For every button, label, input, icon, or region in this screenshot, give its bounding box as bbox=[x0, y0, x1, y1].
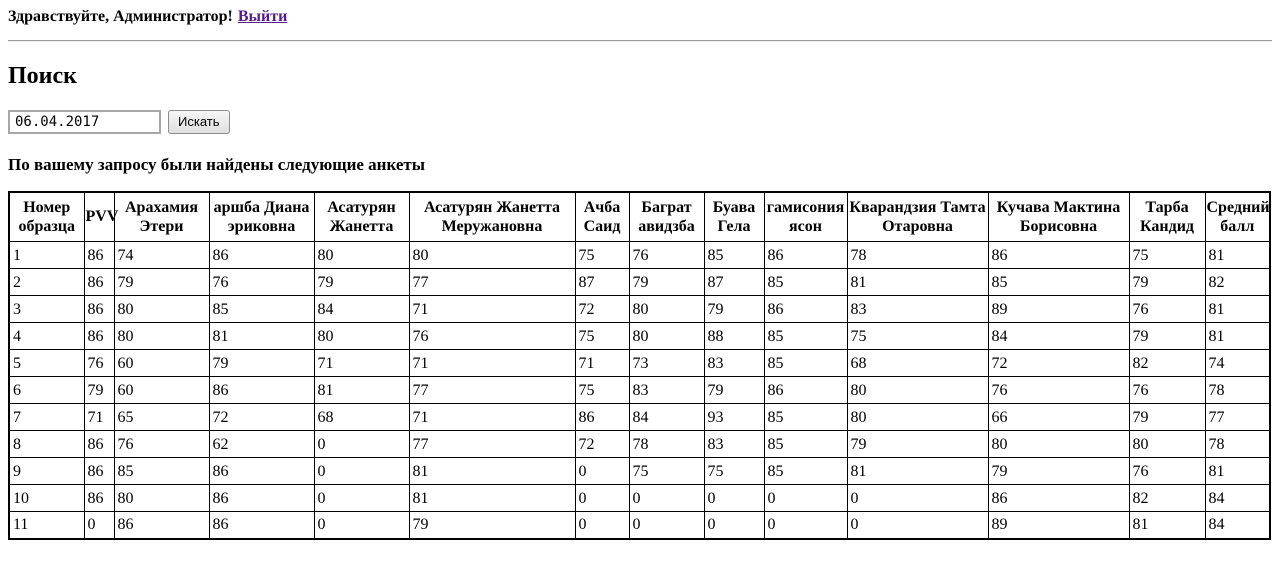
score-cell: 77 bbox=[1205, 404, 1270, 431]
score-cell: 62 bbox=[209, 431, 314, 458]
score-cell: 0 bbox=[314, 458, 409, 485]
score-cell: 80 bbox=[1129, 431, 1205, 458]
score-cell: 84 bbox=[629, 404, 704, 431]
score-cell: 85 bbox=[209, 296, 314, 323]
score-cell: 85 bbox=[764, 323, 847, 350]
score-cell: 77 bbox=[409, 431, 575, 458]
column-header: Средний балл bbox=[1205, 192, 1270, 242]
score-cell: 79 bbox=[114, 269, 209, 296]
score-cell: 80 bbox=[114, 296, 209, 323]
score-cell: 75 bbox=[847, 323, 988, 350]
score-cell: 85 bbox=[764, 431, 847, 458]
score-cell: 79 bbox=[1129, 269, 1205, 296]
table-row bbox=[9, 350, 1270, 377]
score-cell: 81 bbox=[847, 458, 988, 485]
score-cell: 80 bbox=[314, 242, 409, 269]
score-cell: 80 bbox=[409, 242, 575, 269]
score-cell: 72 bbox=[575, 431, 629, 458]
score-cell: 86 bbox=[84, 458, 114, 485]
score-cell: 76 bbox=[84, 350, 114, 377]
score-cell: 74 bbox=[114, 242, 209, 269]
score-cell: 78 bbox=[1205, 377, 1270, 404]
column-header: PVV bbox=[84, 192, 114, 242]
score-cell: 86 bbox=[84, 269, 114, 296]
score-cell: 76 bbox=[409, 323, 575, 350]
score-cell: 0 bbox=[84, 512, 114, 539]
table-row bbox=[9, 404, 1270, 431]
sample-number-cell: 9 bbox=[9, 458, 84, 485]
score-cell: 0 bbox=[575, 512, 629, 539]
score-cell: 75 bbox=[575, 242, 629, 269]
sample-number-cell: 6 bbox=[9, 377, 84, 404]
score-cell: 75 bbox=[704, 458, 764, 485]
score-cell: 84 bbox=[314, 296, 409, 323]
score-cell: 76 bbox=[114, 431, 209, 458]
score-cell: 79 bbox=[847, 431, 988, 458]
score-cell: 76 bbox=[1129, 377, 1205, 404]
column-header: аршба Диана эриковна bbox=[209, 192, 314, 242]
score-cell: 0 bbox=[764, 512, 847, 539]
greeting-bar bbox=[8, 8, 1272, 26]
column-header: Ачба Саид bbox=[575, 192, 629, 242]
score-cell: 76 bbox=[209, 269, 314, 296]
score-cell: 0 bbox=[704, 512, 764, 539]
score-cell: 75 bbox=[575, 377, 629, 404]
divider bbox=[8, 40, 1272, 42]
sample-number-cell: 11 bbox=[9, 512, 84, 539]
score-cell: 71 bbox=[314, 350, 409, 377]
score-cell: 84 bbox=[1205, 512, 1270, 539]
score-cell: 85 bbox=[114, 458, 209, 485]
score-cell: 81 bbox=[209, 323, 314, 350]
score-cell: 86 bbox=[764, 377, 847, 404]
score-cell: 72 bbox=[988, 350, 1129, 377]
score-cell: 83 bbox=[629, 377, 704, 404]
search-form bbox=[8, 110, 1272, 134]
column-header: гамисония ясон bbox=[764, 192, 847, 242]
sample-number-cell: 2 bbox=[9, 269, 84, 296]
table-row bbox=[9, 296, 1270, 323]
column-header: Баграт авидзба bbox=[629, 192, 704, 242]
score-cell: 80 bbox=[629, 323, 704, 350]
score-cell: 79 bbox=[1129, 404, 1205, 431]
score-cell: 79 bbox=[704, 296, 764, 323]
score-cell: 78 bbox=[847, 242, 988, 269]
score-cell: 78 bbox=[1205, 431, 1270, 458]
sample-number-cell: 7 bbox=[9, 404, 84, 431]
score-cell: 79 bbox=[84, 377, 114, 404]
score-cell: 78 bbox=[629, 431, 704, 458]
header-row bbox=[9, 192, 1270, 242]
sample-number-cell: 10 bbox=[9, 485, 84, 512]
score-cell: 0 bbox=[575, 458, 629, 485]
table-row bbox=[9, 323, 1270, 350]
date-input[interactable] bbox=[8, 110, 161, 134]
score-cell: 80 bbox=[988, 431, 1129, 458]
score-cell: 84 bbox=[1205, 485, 1270, 512]
page-title: Поиск bbox=[8, 63, 77, 89]
score-cell: 0 bbox=[764, 485, 847, 512]
score-cell: 79 bbox=[704, 377, 764, 404]
score-cell: 85 bbox=[704, 242, 764, 269]
logout-link[interactable]: Выйти bbox=[237, 8, 288, 25]
score-cell: 83 bbox=[704, 350, 764, 377]
score-cell: 86 bbox=[575, 404, 629, 431]
score-cell: 81 bbox=[1129, 512, 1205, 539]
score-cell: 74 bbox=[1205, 350, 1270, 377]
table-row bbox=[9, 431, 1270, 458]
score-cell: 79 bbox=[209, 350, 314, 377]
score-cell: 71 bbox=[409, 404, 575, 431]
score-cell: 81 bbox=[1205, 242, 1270, 269]
score-cell: 86 bbox=[209, 377, 314, 404]
sample-number-cell: 8 bbox=[9, 431, 84, 458]
score-cell: 86 bbox=[209, 512, 314, 539]
column-header: Буава Гела bbox=[704, 192, 764, 242]
score-cell: 86 bbox=[764, 242, 847, 269]
score-cell: 71 bbox=[409, 296, 575, 323]
score-cell: 89 bbox=[988, 296, 1129, 323]
score-cell: 60 bbox=[114, 350, 209, 377]
score-cell: 60 bbox=[114, 377, 209, 404]
score-cell: 86 bbox=[114, 512, 209, 539]
table-row bbox=[9, 377, 1270, 404]
score-cell: 73 bbox=[629, 350, 704, 377]
score-cell: 89 bbox=[988, 512, 1129, 539]
greeting-text: Здравствуйте, Администратор! bbox=[8, 8, 233, 25]
score-cell: 81 bbox=[409, 485, 575, 512]
score-cell: 86 bbox=[209, 485, 314, 512]
score-cell: 81 bbox=[314, 377, 409, 404]
score-cell: 76 bbox=[1129, 296, 1205, 323]
score-cell: 0 bbox=[847, 512, 988, 539]
sample-number-cell: 5 bbox=[9, 350, 84, 377]
score-cell: 77 bbox=[409, 377, 575, 404]
score-cell: 79 bbox=[988, 458, 1129, 485]
score-cell: 79 bbox=[314, 269, 409, 296]
score-cell: 86 bbox=[764, 296, 847, 323]
score-cell: 0 bbox=[847, 485, 988, 512]
score-cell: 86 bbox=[988, 485, 1129, 512]
score-cell: 81 bbox=[1205, 296, 1270, 323]
score-cell: 72 bbox=[209, 404, 314, 431]
score-cell: 75 bbox=[575, 323, 629, 350]
score-cell: 86 bbox=[84, 485, 114, 512]
column-header: Арахамия Этери bbox=[114, 192, 209, 242]
score-cell: 82 bbox=[1129, 485, 1205, 512]
score-cell: 0 bbox=[575, 485, 629, 512]
score-cell: 86 bbox=[84, 323, 114, 350]
score-cell: 82 bbox=[1129, 350, 1205, 377]
score-cell: 79 bbox=[1129, 323, 1205, 350]
score-cell: 80 bbox=[847, 377, 988, 404]
score-cell: 85 bbox=[988, 269, 1129, 296]
score-cell: 85 bbox=[764, 404, 847, 431]
table-row bbox=[9, 458, 1270, 485]
score-cell: 0 bbox=[629, 512, 704, 539]
score-cell: 75 bbox=[629, 458, 704, 485]
column-header: Тарба Кандид bbox=[1129, 192, 1205, 242]
column-header: Номер образца bbox=[9, 192, 84, 242]
score-cell: 84 bbox=[988, 323, 1129, 350]
score-cell: 79 bbox=[409, 512, 575, 539]
score-cell: 86 bbox=[84, 242, 114, 269]
score-cell: 76 bbox=[988, 377, 1129, 404]
score-cell: 72 bbox=[575, 296, 629, 323]
score-cell: 80 bbox=[314, 323, 409, 350]
search-button[interactable]: Искать bbox=[168, 110, 230, 134]
score-cell: 75 bbox=[1129, 242, 1205, 269]
table-row bbox=[9, 485, 1270, 512]
score-cell: 0 bbox=[704, 485, 764, 512]
score-cell: 0 bbox=[314, 485, 409, 512]
score-cell: 88 bbox=[704, 323, 764, 350]
score-cell: 0 bbox=[314, 431, 409, 458]
score-cell: 80 bbox=[629, 296, 704, 323]
score-cell: 68 bbox=[847, 350, 988, 377]
score-cell: 87 bbox=[704, 269, 764, 296]
results-message: По вашему запросу были найдены следующие анкеты bbox=[8, 154, 425, 174]
column-header: Асатурян Жанетта bbox=[314, 192, 409, 242]
score-cell: 71 bbox=[84, 404, 114, 431]
score-cell: 93 bbox=[704, 404, 764, 431]
score-cell: 85 bbox=[764, 350, 847, 377]
table-row bbox=[9, 512, 1270, 539]
results-table bbox=[8, 191, 1271, 540]
score-cell: 81 bbox=[1205, 458, 1270, 485]
score-cell: 79 bbox=[629, 269, 704, 296]
score-cell: 80 bbox=[847, 404, 988, 431]
column-header: Кучава Мактина Борисовна bbox=[988, 192, 1129, 242]
score-cell: 86 bbox=[988, 242, 1129, 269]
score-cell: 83 bbox=[847, 296, 988, 323]
sample-number-cell: 1 bbox=[9, 242, 84, 269]
score-cell: 86 bbox=[209, 242, 314, 269]
score-cell: 85 bbox=[764, 269, 847, 296]
score-cell: 86 bbox=[209, 458, 314, 485]
score-cell: 80 bbox=[114, 485, 209, 512]
score-cell: 71 bbox=[575, 350, 629, 377]
score-cell: 77 bbox=[409, 269, 575, 296]
score-cell: 81 bbox=[1205, 323, 1270, 350]
score-cell: 81 bbox=[409, 458, 575, 485]
score-cell: 87 bbox=[575, 269, 629, 296]
score-cell: 0 bbox=[629, 485, 704, 512]
score-cell: 76 bbox=[1129, 458, 1205, 485]
score-cell: 80 bbox=[114, 323, 209, 350]
score-cell: 81 bbox=[847, 269, 988, 296]
score-cell: 66 bbox=[988, 404, 1129, 431]
table-row bbox=[9, 269, 1270, 296]
score-cell: 82 bbox=[1205, 269, 1270, 296]
score-cell: 76 bbox=[629, 242, 704, 269]
score-cell: 68 bbox=[314, 404, 409, 431]
score-cell: 0 bbox=[314, 512, 409, 539]
table-row bbox=[9, 242, 1270, 269]
score-cell: 86 bbox=[84, 431, 114, 458]
column-header: Кварандзия Тамта Отаровна bbox=[847, 192, 988, 242]
score-cell: 83 bbox=[704, 431, 764, 458]
sample-number-cell: 4 bbox=[9, 323, 84, 350]
score-cell: 71 bbox=[409, 350, 575, 377]
score-cell: 86 bbox=[84, 296, 114, 323]
score-cell: 65 bbox=[114, 404, 209, 431]
column-header: Асатурян Жанетта Меружановна bbox=[409, 192, 575, 242]
score-cell: 85 bbox=[764, 458, 847, 485]
sample-number-cell: 3 bbox=[9, 296, 84, 323]
